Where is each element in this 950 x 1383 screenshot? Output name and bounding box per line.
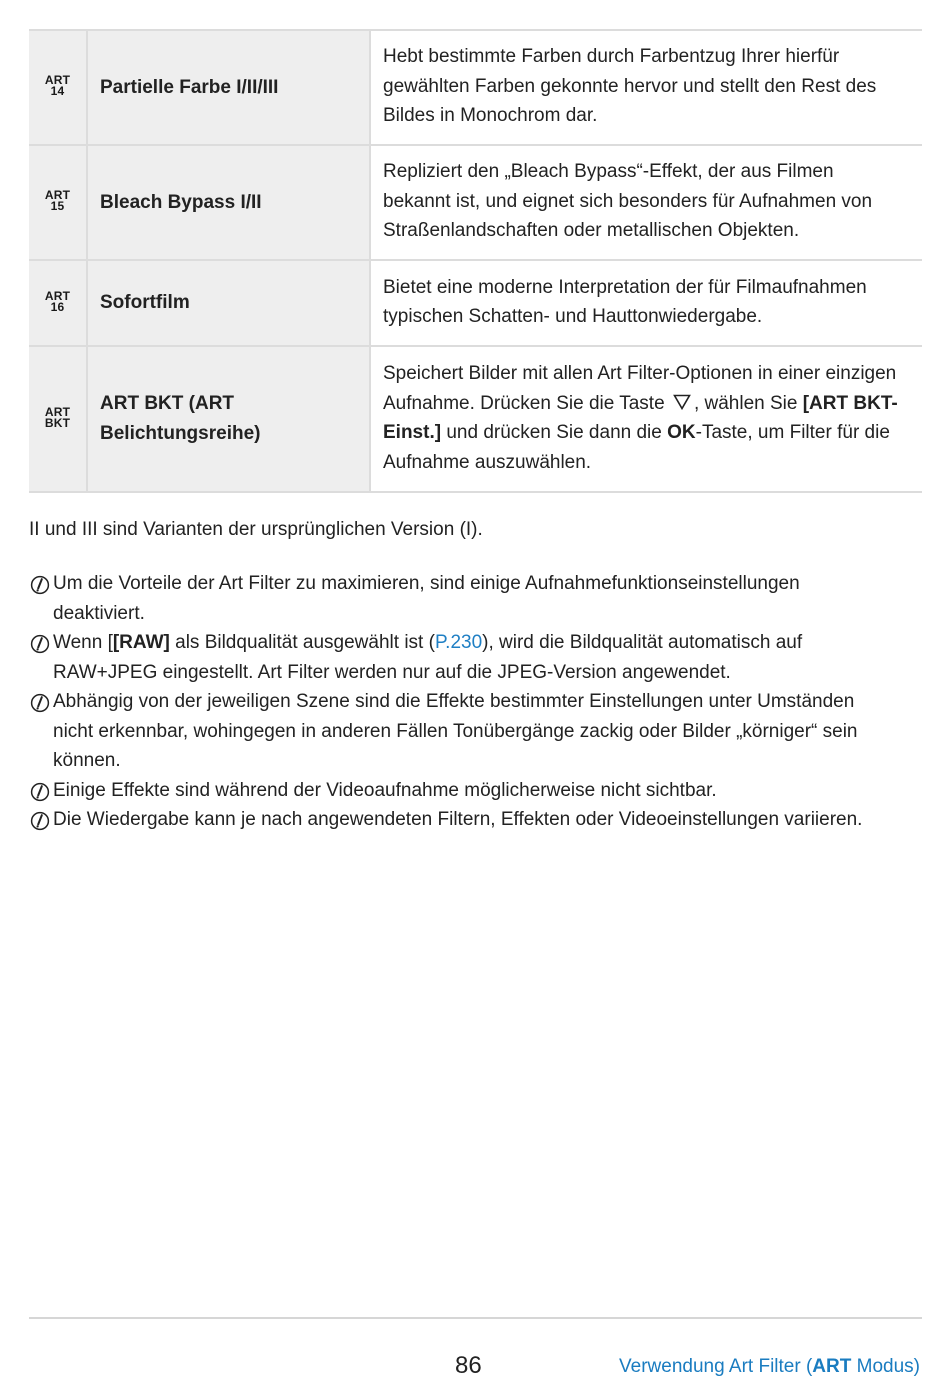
page-230-link[interactable]: P.230 bbox=[434, 632, 483, 653]
filter-name: Sofortfilm bbox=[87, 260, 370, 346]
filter-name: Bleach Bypass I/II bbox=[87, 145, 370, 260]
list-item: Die Wiedergabe kann je nach angewendeten Filtern, Effekten oder Videoeinstellungen variieren. bbox=[29, 805, 909, 835]
filter-description: Speichert Bilder mit allen Art Filter-Optionen in einer einzigen Aufnahme. Drücken Sie die Taste , wählen Sie [ART BKT- Einst.] und drücken Sie dann die OK-Taste, um Filter für die Aufnahme auszuwählen. bbox=[370, 346, 922, 492]
art-14-icon: ART 14 bbox=[29, 30, 87, 145]
art-15-icon: ART 15 bbox=[29, 145, 87, 260]
filter-name: Partielle Farbe I/II/III bbox=[87, 30, 370, 145]
caution-note-icon bbox=[30, 782, 50, 802]
list-item: Abhängig von der jeweiligen Szene sind die Effekte bestimmter Einstellungen unter Umständen nicht erkennbar, wohingegen in anderen Fällen Tonübergänge zackig oder Bilder „körniger“ sein können. bbox=[29, 687, 909, 776]
notes-list bbox=[29, 569, 909, 835]
down-triangle-button-icon bbox=[673, 394, 691, 410]
caution-note-icon bbox=[30, 811, 50, 831]
list-item: Einige Effekte sind während der Videoaufnahme möglicherweise nicht sichtbar. bbox=[29, 776, 909, 806]
section-title-link[interactable]: Verwendung Art Filter (ART Modus) bbox=[619, 1356, 920, 1377]
filter-description: Hebt bestimmte Farben durch Farbentzug Ihrer hierfür gewählten Farben gekonnte hervor und stellt den Rest des Bildes in Monochrom dar. bbox=[370, 30, 922, 145]
table-row bbox=[29, 145, 922, 260]
filter-description: Repliziert den „Bleach Bypass“-Effekt, der aus Filmen bekannt ist, und eignet sich besonders für Aufnahmen von Straßenlandschaften oder metallischen Objekten. bbox=[370, 145, 922, 260]
table-row bbox=[29, 346, 922, 492]
caution-note-icon bbox=[30, 575, 50, 595]
art-16-icon: ART 16 bbox=[29, 260, 87, 346]
art-filter-table bbox=[29, 29, 922, 493]
filter-name: ART BKT (ART Belichtungsreihe) bbox=[87, 346, 370, 492]
table-row bbox=[29, 260, 922, 346]
caution-note-icon bbox=[30, 634, 50, 654]
footer-divider bbox=[29, 1317, 922, 1319]
filter-description: Bietet eine moderne Interpretation der für Filmaufnahmen typischen Schatten- und Hauttonwiedergabe. bbox=[370, 260, 922, 346]
list-item: Wenn [[RAW] als Bildqualität ausgewählt ist (P.230), wird die Bildqualität automatisch auf RAW+JPEG eingestellt. Art Filter werden nur auf die JPEG-Version angewendet. bbox=[29, 628, 909, 687]
variant-note: II und III sind Varianten der ursprünglichen Version (I). bbox=[29, 519, 483, 540]
table-row bbox=[29, 30, 922, 145]
list-item: Um die Vorteile der Art Filter zu maximieren, sind einige Aufnahmefunktionseinstellungen deaktiviert. bbox=[29, 569, 909, 628]
caution-note-icon bbox=[30, 693, 50, 713]
art-bkt-icon: ART BKT bbox=[29, 346, 87, 492]
page-number: 86 bbox=[455, 1352, 482, 1379]
